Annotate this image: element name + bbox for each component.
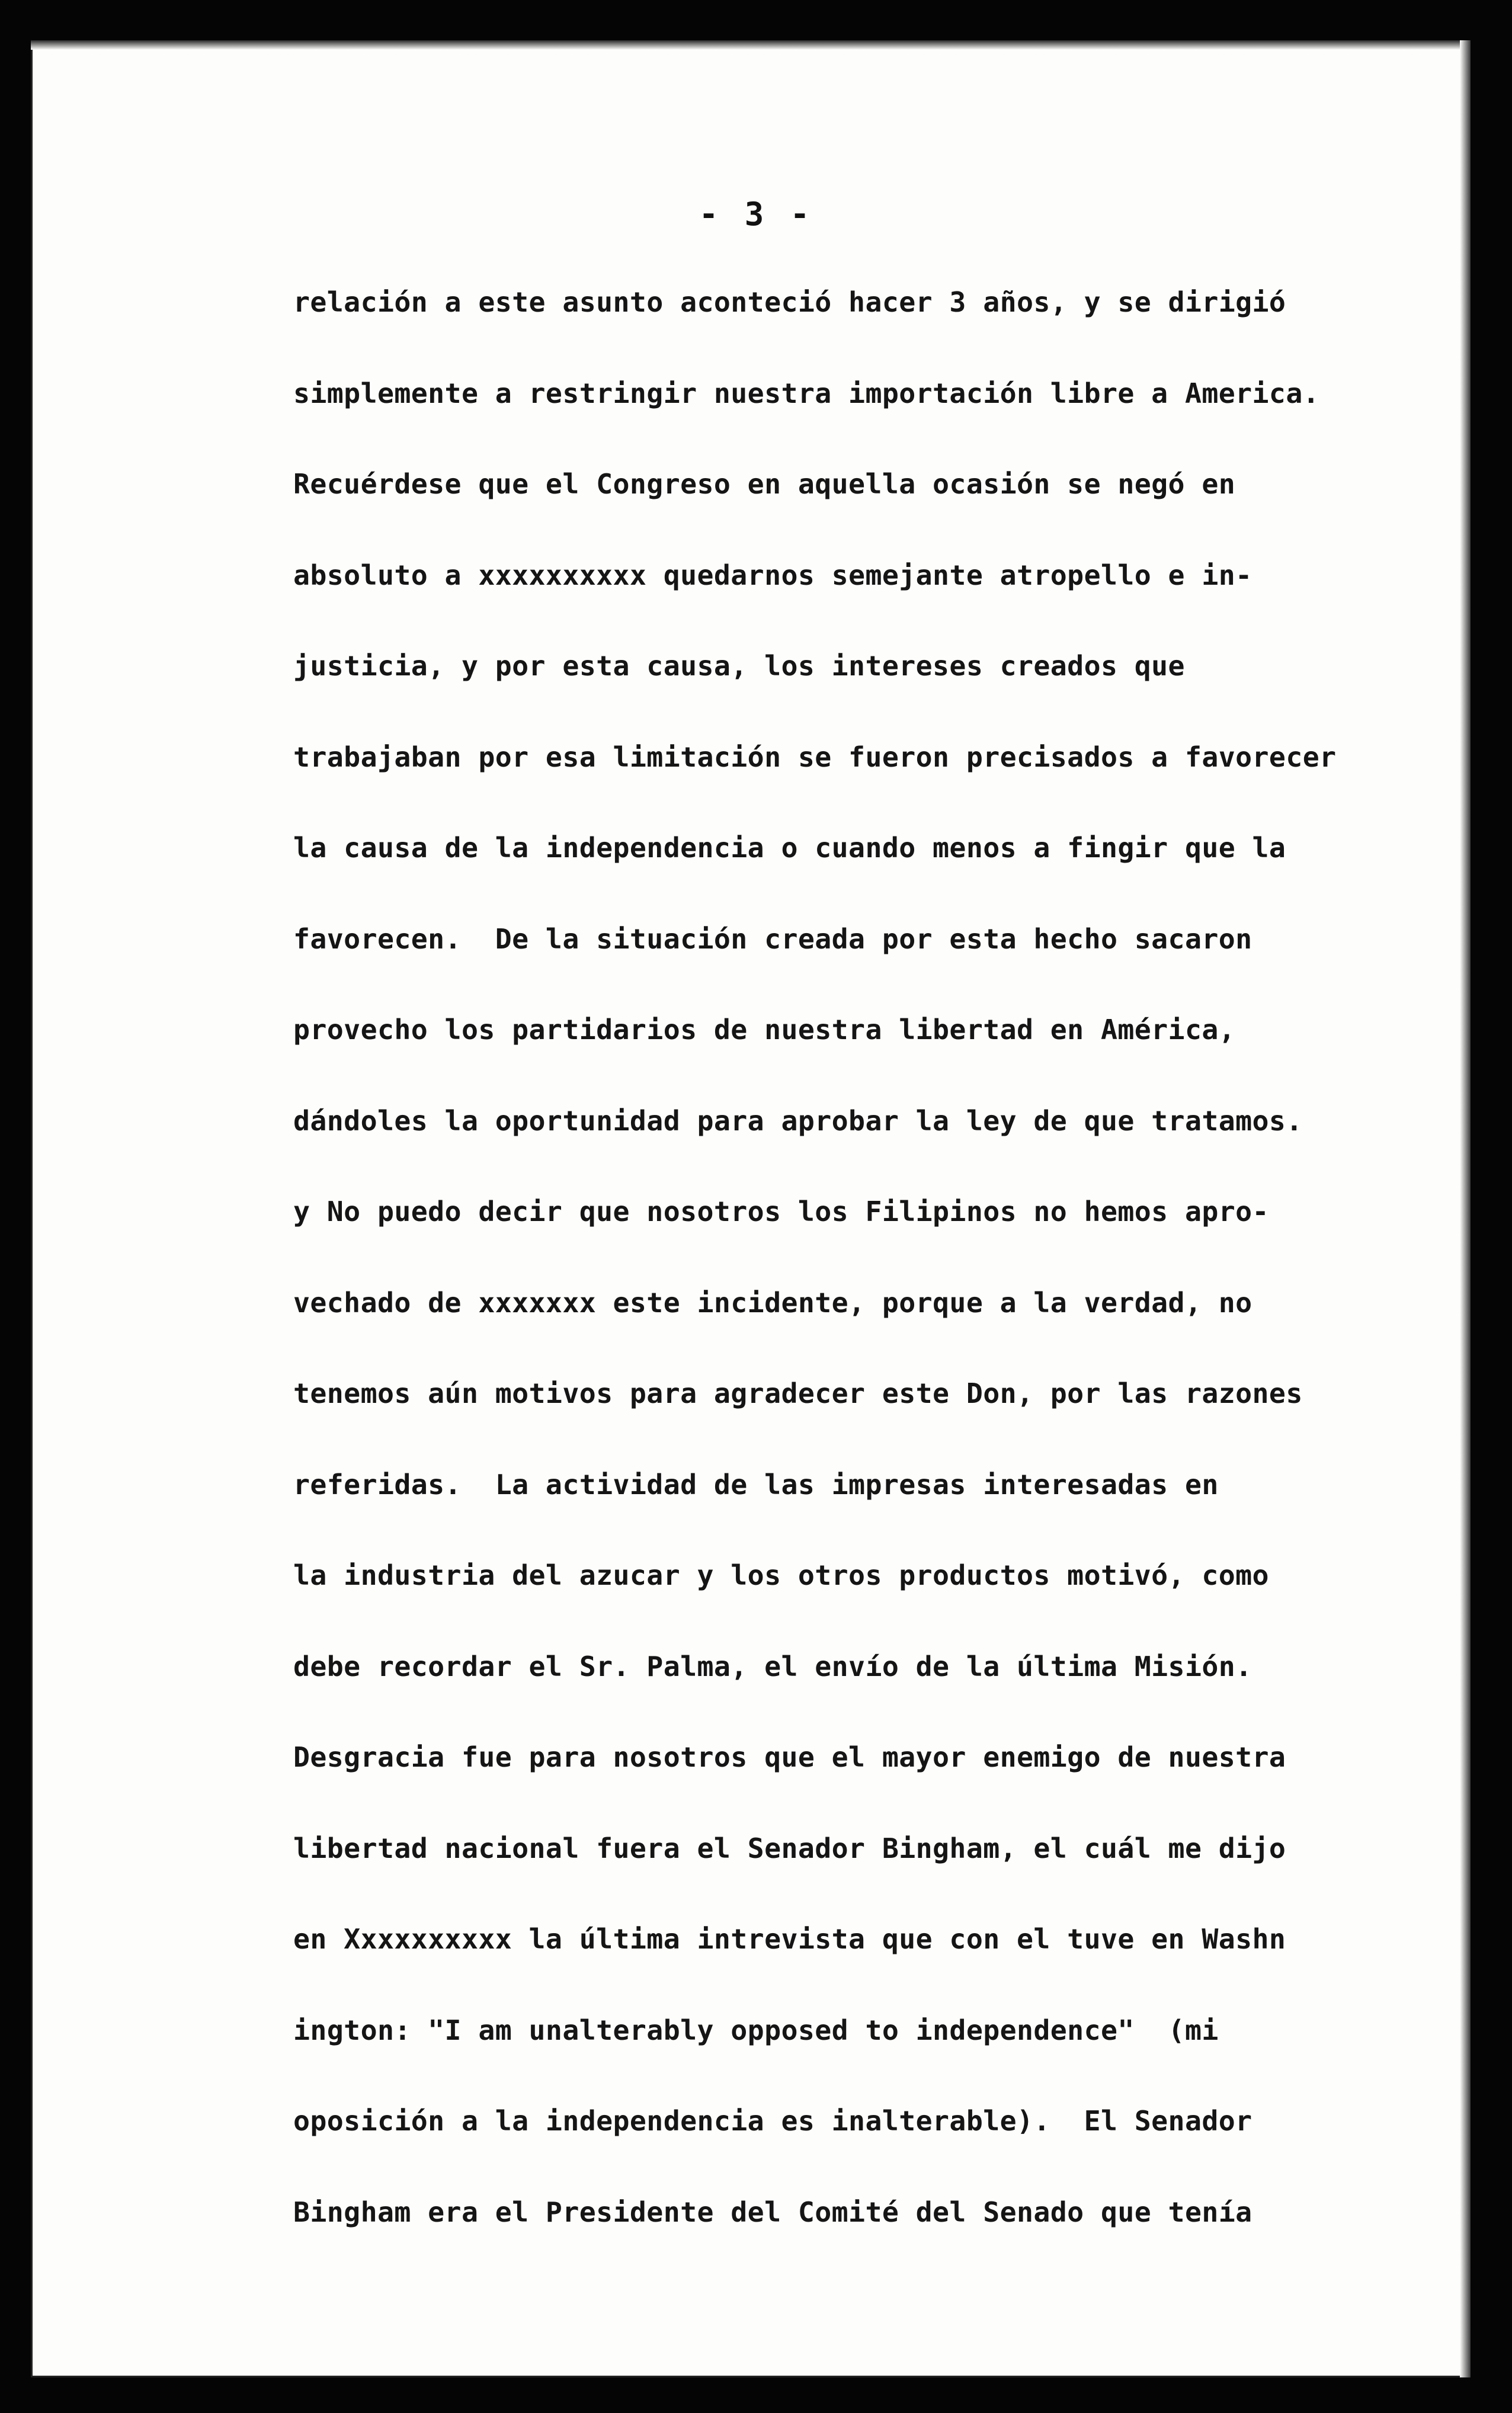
text-line: oposición a la independencia es inalterable). El Senador xyxy=(293,2105,1252,2137)
body-text xyxy=(293,278,1419,2279)
text-line: Bingham era el Presidente del Comité del Senado que tenía xyxy=(293,2196,1252,2228)
text-line: y No puedo decir que nosotros los Filipinos no hemos apro- xyxy=(293,1196,1269,1228)
text-line: simplemente a restringir nuestra importación libre a America. xyxy=(293,377,1320,409)
text-line: provecho los partidarios de nuestra libertad en América, xyxy=(293,1014,1236,1046)
text-line: vechado de xxxxxxx este incidente, porque a la verdad, no xyxy=(293,1286,1252,1319)
text-line: trabajaban por esa limitación se fueron precisados a favorecer xyxy=(293,741,1337,773)
text-line: Desgracia fue para nosotros que el mayor enemigo de nuestra xyxy=(293,1741,1286,1773)
text-line: favorecen. De la situación creada por esta hecho sacaron xyxy=(293,922,1252,955)
text-line: en Xxxxxxxxxx la última intrevista que con el tuve en Washn xyxy=(293,1923,1286,1955)
text-line: dándoles la oportunidad para aprobar la ley de que tratamos. xyxy=(293,1104,1303,1137)
text-line: tenemos aún motivos para agradecer este Don, por las razones xyxy=(293,1377,1303,1409)
page-number: - 3 - xyxy=(699,196,813,233)
text-line: debe recordar el Sr. Palma, el envío de la última Misión. xyxy=(293,1650,1252,1683)
text-line: la industria del azucar y los otros productos motivó, como xyxy=(293,1559,1269,1591)
text-line: relación a este asunto aconteció hacer 3 años, y se dirigió xyxy=(293,286,1286,318)
text-line: Recuérdese que el Congreso en aquella ocasión se negó en xyxy=(293,468,1236,500)
text-line: ington: "I am unalterably opposed to independence" (mi xyxy=(293,2014,1219,2046)
text-line: referidas. La actividad de las impresas interesadas en xyxy=(293,1468,1219,1501)
text-line: la causa de la independencia o cuando menos a fingir que la xyxy=(293,832,1286,864)
text-line: justicia, y por esta causa, los intereses creados que xyxy=(293,650,1185,682)
text-line: absoluto a xxxxxxxxxx quedarnos semejante atropello e in- xyxy=(293,559,1252,591)
text-line: libertad nacional fuera el Senador Bingham, el cuál me dijo xyxy=(293,1832,1286,1864)
